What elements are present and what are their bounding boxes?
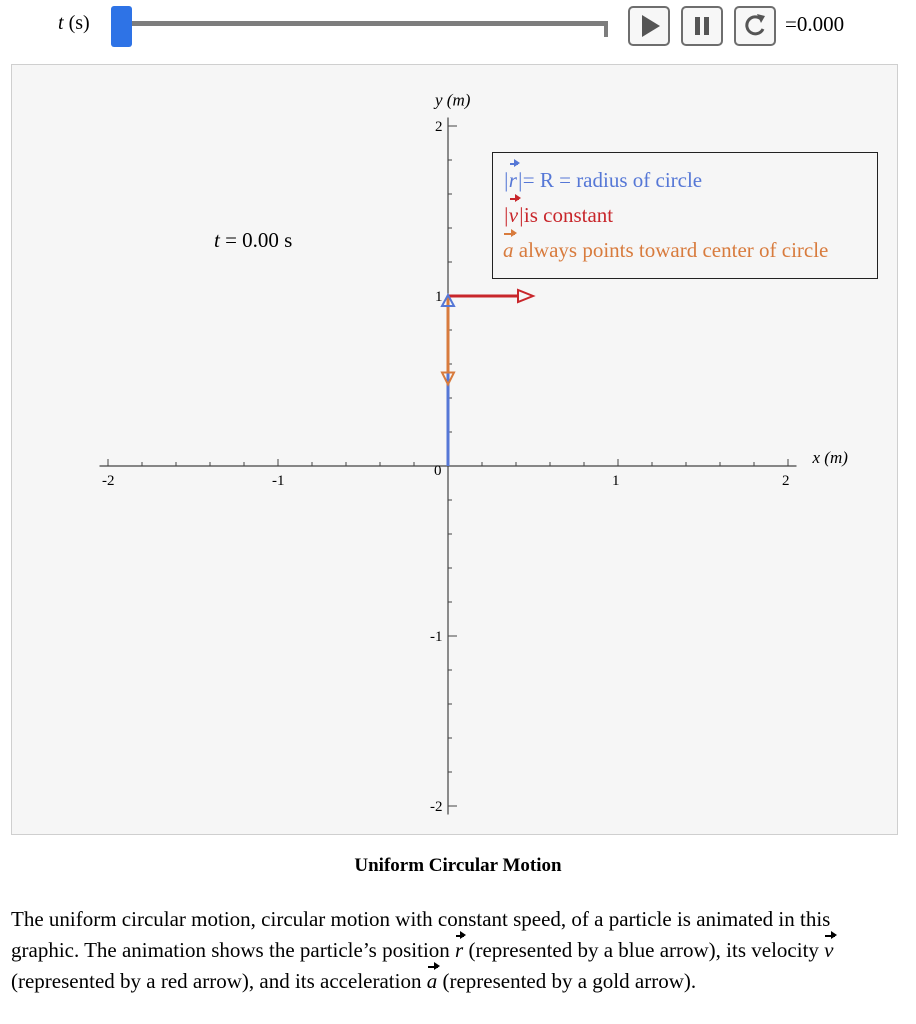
x-tick-label: 2 <box>782 473 790 489</box>
legend-box <box>492 152 878 279</box>
description-part-4: (represented by a gold arrow). <box>437 969 697 993</box>
legend-acceleration-text: always points toward center of circle <box>518 238 829 262</box>
legend-acceleration: a always points toward center of circle <box>503 233 877 268</box>
legend-position: |r|= R = radius of circle <box>503 163 877 198</box>
y-tick-label: 2 <box>435 119 443 135</box>
reset-button[interactable] <box>734 6 776 46</box>
pause-icon <box>683 8 721 44</box>
legend-velocity: |v|is constant <box>503 198 877 233</box>
play-button[interactable] <box>628 6 670 46</box>
x-axis-title: x (m) <box>812 448 848 467</box>
time-slider-track[interactable] <box>122 21 608 26</box>
description-part-3: (represented by a red arrow), and its acceleration <box>11 969 427 993</box>
pause-button[interactable] <box>681 6 723 46</box>
time-slider-thumb[interactable] <box>111 6 132 47</box>
x-tick-label: -1 <box>272 473 285 489</box>
time-variable: t <box>58 12 64 34</box>
time-display <box>214 228 292 253</box>
time-display-var: t <box>214 228 220 252</box>
y-tick-label: 1 <box>435 289 443 305</box>
description-v-symbol: v <box>824 935 833 966</box>
description-part-2: (represented by a blue arrow), its velocity <box>463 938 825 962</box>
y-tick-label: -1 <box>430 629 443 645</box>
legend-velocity-text: is constant <box>523 203 614 227</box>
description-r-symbol: r <box>455 935 463 966</box>
description-part-1: The uniform circular motion, circular motion with constant speed, of a particle is animated in this graphic. The animation shows the particle’s position <box>11 907 831 962</box>
figure-caption: Uniform Circular Motion <box>354 855 562 876</box>
x-tick-label: 1 <box>612 473 620 489</box>
play-icon <box>630 8 668 44</box>
velocity-arrowhead <box>518 290 533 302</box>
description-a-symbol: a <box>427 966 438 997</box>
time-display-value: = 0.00 s <box>219 228 293 252</box>
y-axis-title: y (m) <box>435 90 471 110</box>
graphic-panel <box>11 64 898 835</box>
description-paragraph <box>11 904 901 997</box>
time-unit: (s) <box>68 12 90 34</box>
y-tick-label: -2 <box>430 799 443 815</box>
x-tick-label: 0 <box>434 463 442 479</box>
time-slider-end <box>604 21 608 37</box>
reset-icon <box>736 8 774 44</box>
time-readout: =0.000 <box>785 12 845 36</box>
x-tick-label: -2 <box>102 473 115 489</box>
legend-position-text: = R = radius of circle <box>522 168 703 192</box>
time-label <box>58 12 90 35</box>
